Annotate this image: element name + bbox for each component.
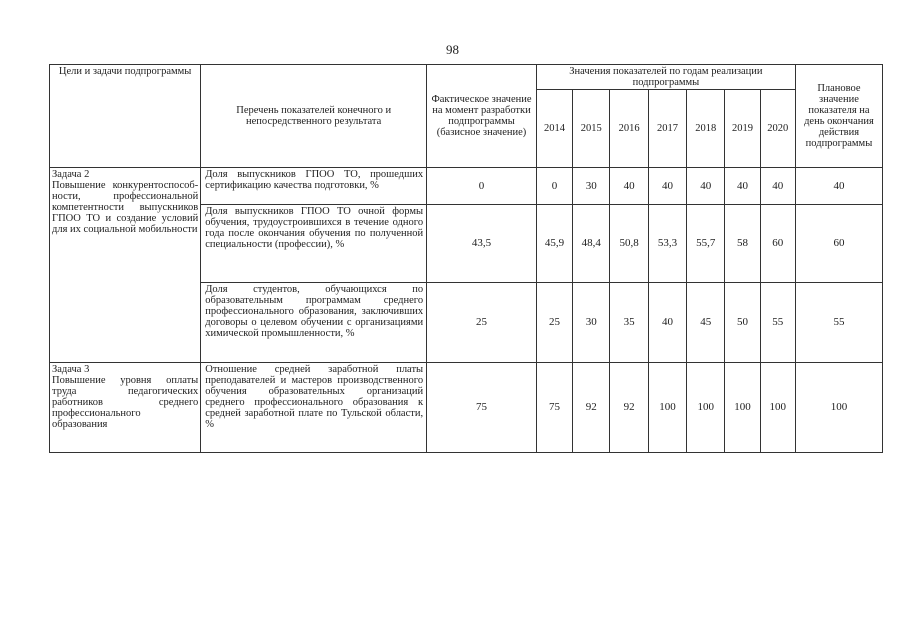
task-title: Задача 2 [52, 169, 90, 180]
header-year: 2019 [725, 90, 760, 168]
header-planned-value: Плановое значение показателя на день окончания действия подпрограммы [795, 65, 882, 168]
header-row-1 [50, 65, 883, 90]
header-indicators: Перечень показателей конечного и непосредственного результата [201, 65, 427, 168]
header-year: 2014 [536, 90, 572, 168]
year-value: 40 [610, 168, 648, 205]
year-value: 50,8 [610, 205, 648, 283]
task-title: Задача 3 [52, 364, 90, 375]
task-cell [50, 363, 201, 453]
year-value: 58 [725, 205, 760, 283]
year-value: 60 [760, 205, 795, 283]
page-number: 98 [446, 42, 459, 57]
header-year: 2020 [760, 90, 795, 168]
planned-value: 40 [795, 168, 882, 205]
year-value: 92 [573, 363, 610, 453]
actual-value: 75 [427, 363, 537, 453]
indicators-table [49, 64, 883, 453]
planned-value: 60 [795, 205, 882, 283]
year-value: 50 [725, 283, 760, 363]
actual-value: 0 [427, 168, 537, 205]
task-description: Повышение уровня оплаты труда педагогических работников среднего профессионального образования [52, 375, 199, 430]
task-description: Повышение конкурентоспособ-ности, профессиональной компетентности выпускников ГПОО ТО и создание условий для их социальной мобильности [52, 180, 199, 235]
planned-value: 100 [795, 363, 882, 453]
actual-value: 43,5 [427, 205, 537, 283]
year-value: 40 [648, 168, 686, 205]
year-value: 92 [610, 363, 648, 453]
header-actual-value: Фактическое значение на момент разработки подпрограммы (базисное значение) [427, 65, 537, 168]
year-value: 55,7 [687, 205, 725, 283]
header-year: 2017 [648, 90, 686, 168]
table-row [50, 363, 883, 453]
year-value: 0 [536, 168, 572, 205]
year-value: 100 [687, 363, 725, 453]
header-values-by-years: Значения показателей по годам реализации подпрограммы [536, 65, 795, 90]
year-value: 53,3 [648, 205, 686, 283]
year-value: 100 [760, 363, 795, 453]
year-value: 45,9 [536, 205, 572, 283]
indicator-cell: Доля студентов, обучающихся по образовательным программам среднего профессионального образования, заключивших договоры о целевом обучении с организациями химической промышленности, % [201, 283, 427, 363]
year-value: 40 [725, 168, 760, 205]
header-year: 2015 [573, 90, 610, 168]
year-value: 30 [573, 168, 610, 205]
year-value: 100 [648, 363, 686, 453]
actual-value: 25 [427, 283, 537, 363]
year-value: 40 [648, 283, 686, 363]
year-value: 35 [610, 283, 648, 363]
planned-value: 55 [795, 283, 882, 363]
task-cell [50, 168, 201, 363]
header-year: 2018 [687, 90, 725, 168]
year-value: 75 [536, 363, 572, 453]
year-value: 100 [725, 363, 760, 453]
year-value: 55 [760, 283, 795, 363]
year-value: 40 [687, 168, 725, 205]
indicator-cell: Отношение средней заработной платы преподавателей и мастеров производственного обучения образовательных организаций среднего профессионального образования к средней заработной плате по Тульской области, % [201, 363, 427, 453]
indicator-cell: Доля выпускников ГПОО ТО очной формы обучения, трудоустроившихся в течение одного года после окончания обучения по полученной специальности (профессии), % [201, 205, 427, 283]
header-year: 2016 [610, 90, 648, 168]
table-row [50, 168, 883, 205]
header-goals: Цели и задачи подпрограммы [50, 65, 201, 168]
year-value: 25 [536, 283, 572, 363]
indicator-cell: Доля выпускников ГПОО ТО, прошедших сертификацию качества подготовки, % [201, 168, 427, 205]
year-value: 40 [760, 168, 795, 205]
year-value: 48,4 [573, 205, 610, 283]
year-value: 45 [687, 283, 725, 363]
year-value: 30 [573, 283, 610, 363]
